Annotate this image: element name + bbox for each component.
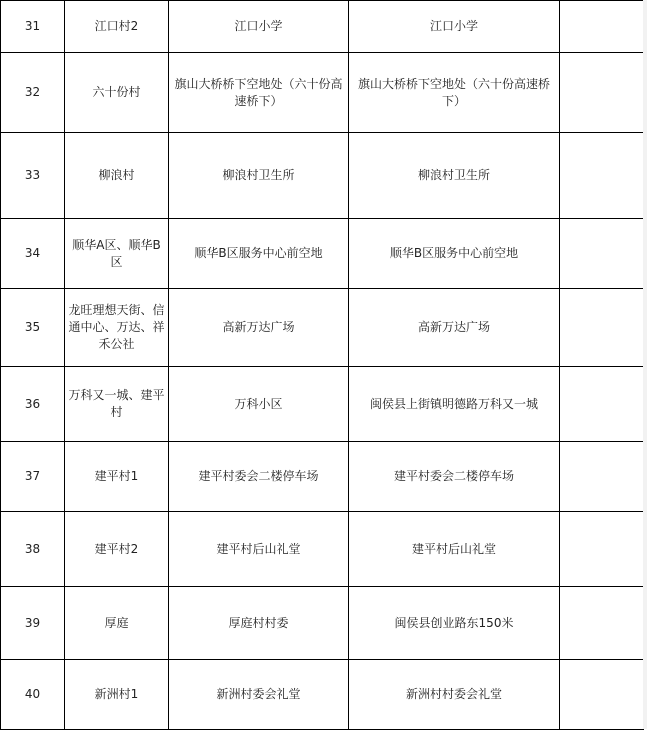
row-number: 36 (1, 367, 65, 442)
table-row (1, 442, 644, 512)
row-number: 35 (1, 289, 65, 367)
extra-cell (560, 1, 644, 53)
table-row (1, 587, 644, 660)
site-cell: 江口小学 (169, 1, 349, 53)
village-cell: 龙旺理想天街、信通中心、万达、祥禾公社 (65, 289, 169, 367)
village-cell: 顺华A区、顺华B区 (65, 219, 169, 289)
address-cell: 旗山大桥桥下空地处（六十份高速桥下） (349, 53, 560, 133)
village-cell: 江口村2 (65, 1, 169, 53)
row-number: 31 (1, 1, 65, 53)
site-cell: 顺华B区服务中心前空地 (169, 219, 349, 289)
row-number: 34 (1, 219, 65, 289)
address-cell: 高新万达广场 (349, 289, 560, 367)
table-row (1, 219, 644, 289)
table-row (1, 660, 644, 730)
table-row (1, 512, 644, 587)
site-cell: 旗山大桥桥下空地处（六十份高速桥下） (169, 53, 349, 133)
table-row (1, 53, 644, 133)
row-number: 40 (1, 660, 65, 730)
table-row (1, 133, 644, 219)
table-row (1, 1, 644, 53)
address-cell: 江口小学 (349, 1, 560, 53)
extra-cell (560, 442, 644, 512)
row-number: 38 (1, 512, 65, 587)
address-cell: 新洲村村委会礼堂 (349, 660, 560, 730)
site-cell: 万科小区 (169, 367, 349, 442)
extra-cell (560, 219, 644, 289)
extra-cell (560, 512, 644, 587)
site-cell: 高新万达广场 (169, 289, 349, 367)
extra-cell (560, 587, 644, 660)
extra-cell (560, 660, 644, 730)
extra-cell (560, 53, 644, 133)
right-edge-strip (643, 0, 647, 729)
row-number: 39 (1, 587, 65, 660)
village-cell: 万科又一城、建平村 (65, 367, 169, 442)
extra-cell (560, 133, 644, 219)
extra-cell (560, 367, 644, 442)
row-number: 32 (1, 53, 65, 133)
village-cell: 建平村2 (65, 512, 169, 587)
extra-cell (560, 289, 644, 367)
site-cell: 新洲村委会礼堂 (169, 660, 349, 730)
village-cell: 厚庭 (65, 587, 169, 660)
site-cell: 建平村委会二楼停车场 (169, 442, 349, 512)
row-number: 37 (1, 442, 65, 512)
table-row (1, 367, 644, 442)
site-cell: 建平村后山礼堂 (169, 512, 349, 587)
village-cell: 建平村1 (65, 442, 169, 512)
village-cell: 六十份村 (65, 53, 169, 133)
address-cell: 闽侯县创业路东150米 (349, 587, 560, 660)
address-cell: 建平村委会二楼停车场 (349, 442, 560, 512)
address-cell: 建平村后山礼堂 (349, 512, 560, 587)
village-cell: 新洲村1 (65, 660, 169, 730)
site-cell: 柳浪村卫生所 (169, 133, 349, 219)
village-cell: 柳浪村 (65, 133, 169, 219)
address-cell: 柳浪村卫生所 (349, 133, 560, 219)
address-cell: 顺华B区服务中心前空地 (349, 219, 560, 289)
row-number: 33 (1, 133, 65, 219)
address-cell: 闽侯县上街镇明德路万科又一城 (349, 367, 560, 442)
site-cell: 厚庭村村委 (169, 587, 349, 660)
table-row (1, 289, 644, 367)
